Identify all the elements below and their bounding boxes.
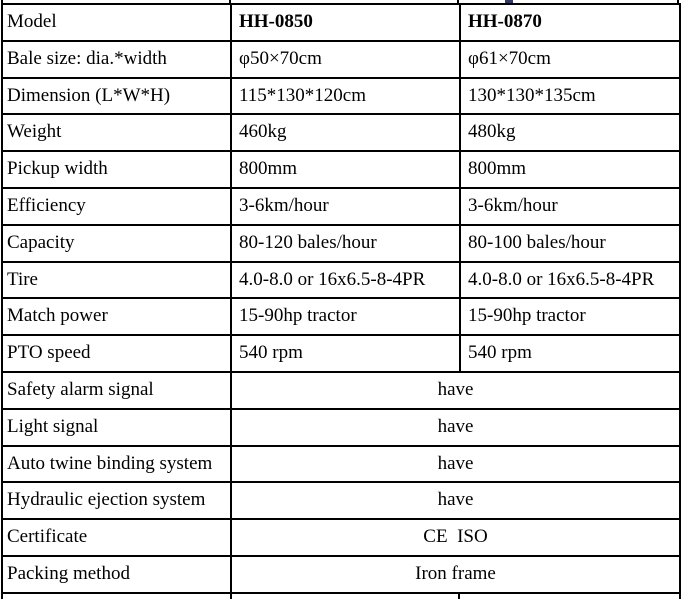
spec-label-cell: Match power [2,298,231,335]
table-row [2,482,680,519]
spec-label-cell: Model [2,4,231,41]
table-row [2,409,680,446]
spec-label-cell: PTO speed [2,335,231,372]
spec-merged-value-cell: Iron frame [231,556,680,593]
table-row [2,78,680,115]
table-row [2,114,680,151]
spec-value-cell-model1: 460kg [231,114,460,151]
spec-value-cell-model2: φ61×70cm [460,41,680,78]
spec-value-cell-model1: HH-0850 [231,4,460,41]
spec-value-cell-model2: 80-100 bales/hour [460,225,680,262]
table-row [2,556,680,593]
table-row [2,188,680,225]
spec-value-cell-model2: 130*130*135cm [460,78,680,115]
spec-value-cell-model1: 15-90hp tractor [231,298,460,335]
spec-merged-value-cell: have [231,482,680,519]
spec-merged-value-cell: have [231,446,680,483]
cropped-row-border-stub [458,593,460,599]
cropped-bottom-row [1,593,681,599]
spec-label-cell: Light signal [2,409,231,446]
spec-value-cell-model1: φ50×70cm [231,41,460,78]
spec-label-cell: Certificate [2,519,231,556]
spec-value-cell-model2: 800mm [460,151,680,188]
spec-value-cell-model1: 540 rpm [231,335,460,372]
spec-value-cell-model2: 4.0-8.0 or 16x6.5-8-4PR [460,262,680,299]
spec-value-cell-model2: 15-90hp tractor [460,298,680,335]
spec-label-cell: Tire [2,262,231,299]
spec-merged-value-cell: CE ISO [231,519,680,556]
spec-value-cell-model2: 3-6km/hour [460,188,680,225]
spec-value-cell-model2: 540 rpm [460,335,680,372]
table-row [2,41,680,78]
table-row [2,4,680,41]
spec-label-cell: Capacity [2,225,231,262]
table-row [2,519,680,556]
spec-label-cell: Pickup width [2,151,231,188]
spec-value-cell-model1: 115*130*120cm [231,78,460,115]
spec-value-cell-model2: 480kg [460,114,680,151]
specification-table [1,3,681,594]
table-row [2,335,680,372]
spec-label-cell: Auto twine binding system [2,446,231,483]
table-row [2,151,680,188]
spec-merged-value-cell: have [231,409,680,446]
spec-value-cell-model1: 800mm [231,151,460,188]
spec-label-cell: Hydraulic ejection system [2,482,231,519]
spec-merged-value-cell: have [231,372,680,409]
spec-label-cell: Safety alarm signal [2,372,231,409]
cropped-row-border-stub [230,593,232,599]
table-row [2,298,680,335]
table-row [2,372,680,409]
spec-label-cell: Dimension (L*W*H) [2,78,231,115]
spec-value-cell-model1: 3-6km/hour [231,188,460,225]
table-row [2,446,680,483]
spec-label-cell: Packing method [2,556,231,593]
spec-value-cell-model1: 80-120 bales/hour [231,225,460,262]
spec-label-cell: Weight [2,114,231,151]
spec-table-body [2,4,680,593]
spec-label-cell: Bale size: dia.*width [2,41,231,78]
table-row [2,262,680,299]
spec-value-cell-model2: HH-0870 [460,4,680,41]
spec-value-cell-model1: 4.0-8.0 or 16x6.5-8-4PR [231,262,460,299]
table-row [2,225,680,262]
spec-label-cell: Efficiency [2,188,231,225]
